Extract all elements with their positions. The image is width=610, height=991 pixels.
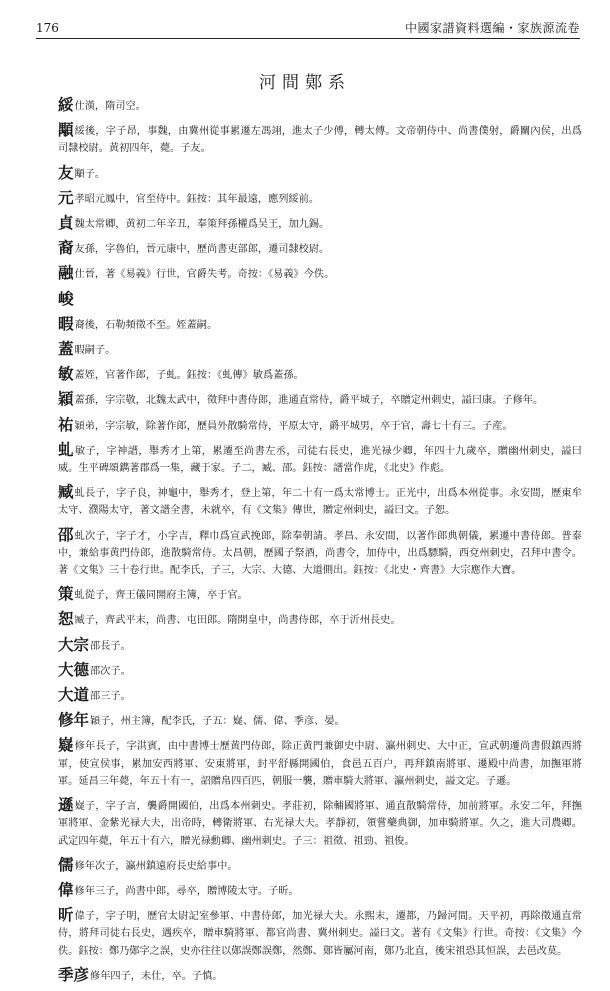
person-bio: 顒子。 [74, 168, 106, 180]
genealogy-entry [58, 239, 582, 258]
genealogy-entry [58, 121, 582, 157]
genealogy-entry [58, 526, 582, 580]
genealogy-entry [58, 164, 582, 183]
person-name: 顒 [58, 120, 74, 140]
person-name: 大宗 [58, 634, 90, 654]
person-bio: 敏子，字神譜，舉秀才上第，累遷至尚書左丞，司徒右長史，進光禄少卿，年四十九歲卒，贈幽州刺史，謚曰威。生平碑頌鐫著郡爲一集，藏于家。子二，臧、邵。鈺按：譜當作虎，《北史》作彪。 [58, 445, 582, 475]
person-name: 裔 [58, 238, 74, 258]
genealogy-entry [58, 441, 582, 477]
person-name: 綏 [58, 95, 74, 114]
person-bio: 穎子，州主簿，配李氏，子五：嶷、儒、偉、季彦、晏。 [90, 716, 345, 728]
person-name: 季彦 [58, 964, 90, 984]
person-bio: 修年四子，未仕，卒。子慎。 [90, 970, 223, 982]
genealogy-entry [58, 661, 582, 680]
person-bio: 穎弟，字宗敏，除著作郎，歷員外散騎常侍，平原太守，爵平城男，卒于官，壽七十有三。子産。 [74, 420, 513, 432]
person-bio: 虬次子，字子才，小字吉，釋巾爲宣武挽郎，除奉朝請。孝昌、永安間，以著作郎典朝儀，累遷中書侍郎。普泰中，兼給事黄門侍郎，進散騎常侍。太昌朝，歷國子祭酒，尚書令，加侍中，出爲驃騎，西兗州刺史，召拜中書令。著《文集》三十卷行世。配李氏，子三，大宗、大德、大道側出。鈺按：《北史・齊書》大宗應作大寶。 [58, 530, 582, 577]
genealogy-entry [58, 966, 582, 985]
genealogy-entry [58, 796, 582, 850]
person-bio: 孝昭元鳳中，官至侍中。鈺按：其年最遠，應列綏前。 [74, 193, 320, 205]
person-name: 祐 [58, 414, 74, 434]
person-bio: 虬長子，字子良，神龜中，舉秀才，登上第，年二十有一爲太常博士。正光中，出爲本州從事。永安間，歷東牟太守、濮陽太守，著文譜全書，未就卒，有《文集》傳世，贈定州刺史，謚曰文。子恕。 [58, 488, 582, 517]
person-bio: 魏太常卿，黄初二年辛丑，奉策拜孫權爲吴王，加九錫。 [74, 219, 330, 231]
person-name: 暇 [58, 313, 74, 333]
person-bio: 邵三子。 [90, 691, 131, 703]
person-bio: 修年三子，尚書中郎，尋卒，贈博陵太守。子昕。 [74, 885, 299, 897]
person-bio: 嶷子，字子言，襲爵開國伯，出爲本州刺史。孝莊初，除輔國將軍、通直散騎常侍，加前將軍。永安二年，拜撫軍將軍、金紫光禄大夫，出帝時，轉衛將軍、右光禄大夫。孝靜初，領嘗藥典御，加車騎將軍。久之，進大司農卿。武定四年薨，年五十有六，贈光禄勳卿、幽州刺史。子三：祖徵、祖勁、祖俊。 [58, 801, 582, 847]
book-title: 中國家譜資料選編・家族源流卷 [404, 21, 580, 35]
person-name: 恕 [58, 609, 74, 629]
person-name: 儒 [58, 854, 74, 874]
person-name: 峻 [58, 288, 74, 308]
person-bio: 修年長子，字洪賓，由中書博士歷黄門侍郎，除正黄門兼御史中尉、瀛州刺史、大中正，宣武朝遷尚書假鎮西將軍，使宣侯事，累加安西將軍、安東將軍，封平舒縣開國伯，食邑五百户，再拜鎮南將軍、遷殿中尚書，加撫軍將軍。延昌三年薨，年五十有一，詔贈帛四百匹，朝服一襲，贈車騎大將軍、瀛州刺史，謚文定。子遜。 [58, 741, 582, 787]
person-bio: 仕晉，著《易義》行世，官爵失考。奇按：《易義》今佚。 [74, 269, 335, 281]
running-header [36, 18, 580, 39]
genealogy-entry [58, 340, 582, 359]
person-name: 邵 [58, 524, 74, 544]
person-name: 虬 [58, 439, 74, 459]
person-bio: 綏後，字子昂，事魏，由冀州從事累遷左馮翊，進太子少傅，轉太傅。文帝朝侍中、尚書僕射，爵關內侯，出爲司隸校尉。黄初四年，薨。子友。 [58, 126, 582, 155]
genealogy-entry [58, 290, 582, 309]
person-name: 貞 [58, 213, 74, 233]
person-name: 融 [58, 263, 74, 283]
genealogy-entry [58, 264, 582, 283]
section-title: 河間鄚系 [259, 73, 351, 93]
genealogy-entry [58, 96, 582, 115]
genealogy-entry [58, 610, 582, 629]
person-name: 友 [58, 162, 74, 182]
genealogy-entry [58, 315, 582, 334]
genealogy-entry [58, 416, 582, 435]
person-name: 昕 [58, 905, 74, 925]
page-number: 176 [36, 21, 59, 35]
person-bio: 暇嗣子。 [74, 345, 116, 357]
genealogy-entry [58, 390, 582, 409]
genealogy-entry [58, 214, 582, 233]
genealogy-entry [58, 711, 582, 730]
genealogy-entry [58, 585, 582, 604]
person-bio: 蓋孫，字宗敬，北魏太武中，徵拜中書侍郎，進通直常侍，爵平城子，卒贈定州刺史，謚曰康。子修年。 [74, 395, 544, 407]
person-name: 穎 [58, 389, 74, 409]
person-bio: 臧子，齊武平末，尚書、屯田郎。隋開皇中，尚書侍郎，卒于沂州長史。 [74, 615, 401, 627]
person-name: 元 [58, 187, 74, 207]
person-name: 敏 [58, 364, 74, 384]
genealogy-entry [58, 686, 582, 705]
genealogy-entry [58, 881, 582, 900]
person-name: 大道 [58, 685, 90, 705]
person-name: 蓋 [58, 339, 74, 359]
person-bio: 邵長子。 [90, 640, 131, 652]
person-name: 偉 [58, 879, 74, 899]
person-bio: 蓋姪，官著作郎，子虬。鈺按：《虬傳》敏爲蓋孫。 [74, 370, 304, 382]
person-bio: 友孫，字魯伯，晉元康中，歷尚書吏部郎，遷司隸校尉。 [74, 244, 330, 256]
genealogy-entry [58, 736, 582, 790]
person-name: 臧 [58, 482, 74, 502]
person-name: 策 [58, 584, 74, 604]
person-name: 遜 [58, 795, 74, 815]
person-bio: 虬從子，齊王儀同開府主簿，卒于官。 [74, 590, 248, 602]
person-name: 修年 [58, 710, 90, 730]
genealogy-entry [58, 906, 582, 960]
genealogy-entry [58, 636, 582, 655]
person-bio: 仕漢，隋司空。 [74, 101, 146, 112]
genealogy-entry [58, 365, 582, 384]
person-bio: 邵次子。 [90, 665, 131, 677]
genealogy-entry [58, 856, 582, 875]
person-bio: 裔後，石勒頻徵不至。姪蓋嗣。 [74, 319, 218, 331]
genealogy-entry [58, 189, 582, 208]
person-name: 嶷 [58, 735, 74, 755]
genealogy-entry [58, 483, 582, 519]
person-bio: 偉子，字子明，歷官太尉記室參軍、中書侍郎，加光禄大夫。永熙末，遷都，乃歸河間。天平初，再除徵通直常侍，將拜司徒右長史，遇疾卒，贈車騎將軍、都官尚書、冀州刺史。謚曰文。著有《文集》行世。奇按：《文集》今佚。鈺按：鄭乃鄚字之誤，史亦往往以鄚誤鄭誤鄭，然鄭、鄚皆屬河南，鄚乃北直，後宋祖恐其恒誤，去邑改莫。 [58, 911, 582, 957]
person-name: 大德 [58, 659, 90, 679]
genealogy-entries [58, 96, 582, 991]
person-bio: 修年次子，瀛州鎮遠府長史給事中。 [74, 860, 238, 872]
